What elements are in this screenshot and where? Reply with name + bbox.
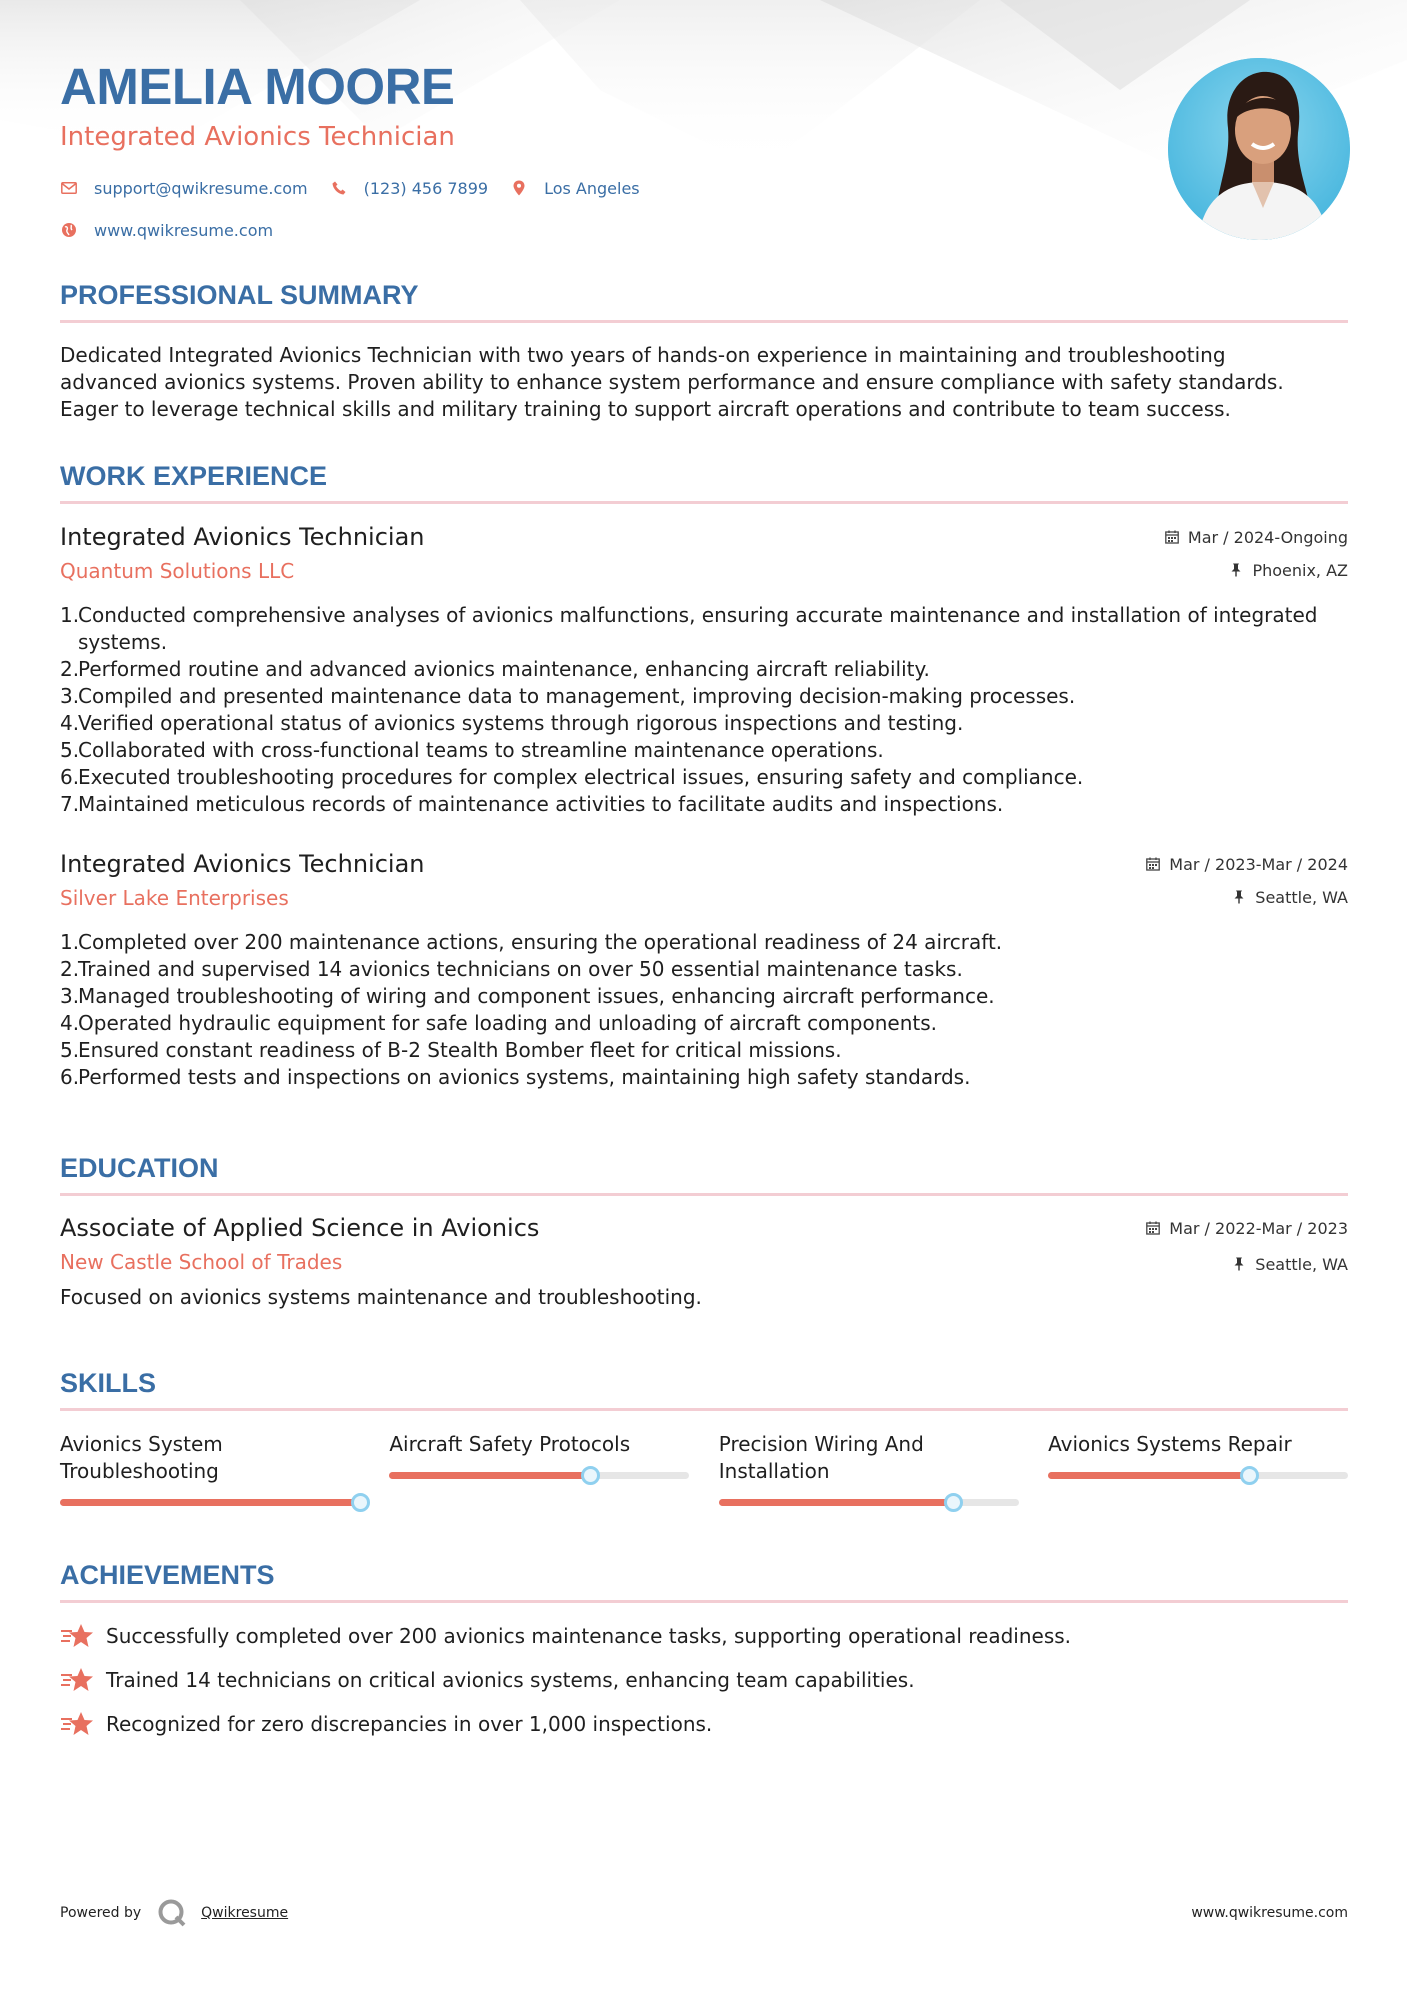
summary-line: Eager to leverage technical skills and military training to support aircraft operations and contribute to team success. — [60, 397, 1231, 421]
list-item: 4. Operated hydraulic equipment for safe loading and unloading of aircraft components. — [60, 1011, 937, 1035]
job-company: Quantum Solutions LLC — [60, 559, 295, 583]
section-divider — [60, 1193, 1348, 1196]
calendar-icon — [1145, 856, 1161, 872]
education-section — [60, 1151, 1348, 1311]
candidate-title: Integrated Avionics Technician — [60, 122, 455, 152]
section-divider — [60, 320, 1348, 323]
experience-section — [60, 459, 1348, 1091]
achievements-list — [60, 1621, 1348, 1739]
achievement-item — [60, 1665, 1348, 1695]
shooting-star-icon — [60, 1622, 94, 1650]
job-title: Integrated Avionics Technician — [60, 523, 425, 551]
list-item: 6. Performed tests and inspections on avionics systems, maintaining high safety standards. — [60, 1065, 971, 1089]
skills-list — [60, 1431, 1348, 1506]
skills-section — [60, 1366, 1348, 1506]
contact-location — [510, 179, 640, 198]
job-bullets — [60, 929, 1348, 1091]
job-entry — [60, 521, 1348, 818]
calendar-icon — [1145, 1220, 1161, 1236]
summary-line: advanced avionics systems. Proven ability to enhance system performance and ensure compliance with safety standards. — [60, 370, 1284, 394]
skill-bar — [389, 1472, 689, 1479]
skill-name: Aircraft Safety Protocols — [389, 1432, 631, 1456]
education-meta — [1145, 1218, 1348, 1274]
achievements-heading: ACHIEVEMENTS — [60, 1560, 275, 1590]
summary-line: Dedicated Integrated Avionics Technician with two years of hands-on experience in maintaining and troubleshooting — [60, 343, 1226, 367]
skill-name: Avionics Systems Repair — [1048, 1432, 1292, 1456]
job-company: Silver Lake Enterprises — [60, 886, 289, 910]
school-name: New Castle School of Trades — [60, 1250, 343, 1274]
list-item: 2. Performed routine and advanced avionics maintenance, enhancing aircraft reliability. — [60, 657, 930, 681]
contact-row — [60, 176, 1060, 200]
job-location — [1164, 560, 1348, 580]
skill-name: Avionics System Troubleshooting — [60, 1432, 223, 1483]
job-location-text: Phoenix, AZ — [1252, 560, 1348, 580]
job-meta — [1145, 854, 1348, 907]
job-location — [1145, 887, 1348, 907]
skill-bar — [719, 1499, 1019, 1506]
list-item: 7. Maintained meticulous records of maintenance activities to facilitate audits and inspections. — [60, 792, 1004, 816]
job-entry — [60, 848, 1348, 1091]
brand-link[interactable]: Qwikresume — [201, 1905, 289, 1921]
pushpin-icon — [1231, 889, 1247, 905]
job-dates-text: Mar / 2023-Mar / 2024 — [1169, 854, 1348, 874]
contact-phone[interactable] — [330, 179, 488, 198]
phone-icon — [330, 179, 348, 197]
skill-bar-knob — [1240, 1466, 1259, 1485]
globe-icon — [60, 221, 78, 239]
skill-bar-fill — [1048, 1472, 1249, 1479]
skill-name: Precision Wiring And Installation — [718, 1432, 924, 1483]
skill-item — [1048, 1431, 1348, 1506]
calendar-icon — [1164, 529, 1180, 545]
contact-website[interactable] — [60, 221, 273, 240]
job-bullets — [60, 602, 1348, 818]
job-header — [60, 521, 1348, 585]
list-item: 1. Conducted comprehensive analyses of avionics malfunctions, ensuring accurate maintenance and installation of integrated systems. — [60, 603, 1318, 654]
skills-heading: SKILLS — [60, 1368, 157, 1398]
achievement-item — [60, 1621, 1348, 1651]
education-description: Focused on avionics systems maintenance and troubleshooting. — [60, 1285, 702, 1309]
powered-by-label: Powered by — [60, 1905, 142, 1921]
contact-row — [60, 218, 1060, 242]
skill-bar — [60, 1499, 360, 1506]
footer-website[interactable]: www.qwikresume.com — [1191, 1905, 1348, 1921]
location-text: Los Angeles — [544, 178, 640, 198]
achievement-item — [60, 1709, 1348, 1739]
achievements-section — [60, 1558, 1348, 1753]
job-dates — [1145, 854, 1348, 874]
list-item: 3. Compiled and presented maintenance data to management, improving decision-making processes. — [60, 684, 1076, 708]
education-dates-text: Mar / 2022-Mar / 2023 — [1169, 1218, 1348, 1238]
skill-item — [60, 1431, 360, 1506]
education-dates — [1145, 1218, 1348, 1238]
experience-heading: WORK EXPERIENCE — [60, 461, 328, 491]
resume-header — [60, 56, 1060, 260]
job-header — [60, 848, 1348, 912]
list-item: 6. Executed troubleshooting procedures for complex electrical issues, ensuring safety and compliance. — [60, 765, 1084, 789]
contact-email[interactable] — [60, 179, 308, 198]
job-dates-text: Mar / 2024-Ongoing — [1187, 527, 1348, 547]
achievement-text: Successfully completed over 200 avionics maintenance tasks, supporting operational readiness. — [106, 1623, 1072, 1648]
candidate-name: AMELIA MOORE — [60, 58, 455, 115]
summary-heading: PROFESSIONAL SUMMARY — [60, 280, 419, 310]
map-pin-icon — [510, 179, 528, 197]
job-title: Integrated Avionics Technician — [60, 850, 425, 878]
summary-section — [60, 278, 1348, 423]
shooting-star-icon — [60, 1710, 94, 1738]
section-divider — [60, 1600, 1348, 1603]
page-footer — [60, 1898, 1348, 1928]
degree-title: Associate of Applied Science in Avionics — [60, 1214, 540, 1242]
education-heading: EDUCATION — [60, 1153, 219, 1183]
achievement-text: Recognized for zero discrepancies in over 1,000 inspections. — [106, 1711, 713, 1736]
phone-text[interactable]: (123) 456 7899 — [363, 178, 489, 198]
skill-bar-fill — [60, 1499, 360, 1506]
list-item: 3. Managed troubleshooting of wiring and component issues, enhancing aircraft performance. — [60, 984, 995, 1008]
list-item: 4. Verified operational status of avionics systems through rigorous inspections and testing. — [60, 711, 964, 735]
education-location — [1145, 1254, 1348, 1274]
skill-bar-knob — [944, 1493, 963, 1512]
profile-photo — [1168, 58, 1350, 240]
education-entry — [60, 1212, 1348, 1311]
job-location-text: Seattle, WA — [1255, 887, 1348, 907]
skill-bar-fill — [719, 1499, 953, 1506]
job-dates — [1164, 527, 1348, 547]
skill-bar-knob — [581, 1466, 600, 1485]
summary-text — [60, 342, 1348, 423]
shooting-star-icon — [60, 1666, 94, 1694]
list-item: 5. Ensured constant readiness of B-2 Stealth Bomber fleet for critical missions. — [60, 1038, 842, 1062]
skill-bar-fill — [389, 1472, 590, 1479]
list-item: 1. Completed over 200 maintenance actions, ensuring the operational readiness of 24 aircraft. — [60, 930, 1003, 954]
website-text[interactable]: www.qwikresume.com — [94, 220, 274, 240]
skill-item — [719, 1431, 1019, 1506]
email-text[interactable]: support@qwikresume.com — [94, 178, 308, 198]
pushpin-icon — [1228, 562, 1244, 578]
powered-by — [60, 1898, 288, 1928]
education-location-text: Seattle, WA — [1255, 1254, 1348, 1274]
education-header — [60, 1212, 1348, 1276]
envelope-icon — [60, 179, 78, 197]
qwikresume-logo-icon — [157, 1898, 187, 1928]
achievement-text: Trained 14 technicians on critical avionics systems, enhancing team capabilities. — [106, 1667, 915, 1692]
job-meta — [1164, 527, 1348, 580]
section-divider — [60, 1408, 1348, 1411]
list-item: 5. Collaborated with cross-functional teams to streamline maintenance operations. — [60, 738, 884, 762]
list-item: 2. Trained and supervised 14 avionics technicians on over 50 essential maintenance tasks. — [60, 957, 963, 981]
skill-bar-knob — [351, 1493, 370, 1512]
section-divider — [60, 501, 1348, 504]
contact-info — [60, 176, 1060, 242]
skill-bar — [1048, 1472, 1348, 1479]
pushpin-icon — [1231, 1256, 1247, 1272]
skill-item — [389, 1431, 689, 1506]
